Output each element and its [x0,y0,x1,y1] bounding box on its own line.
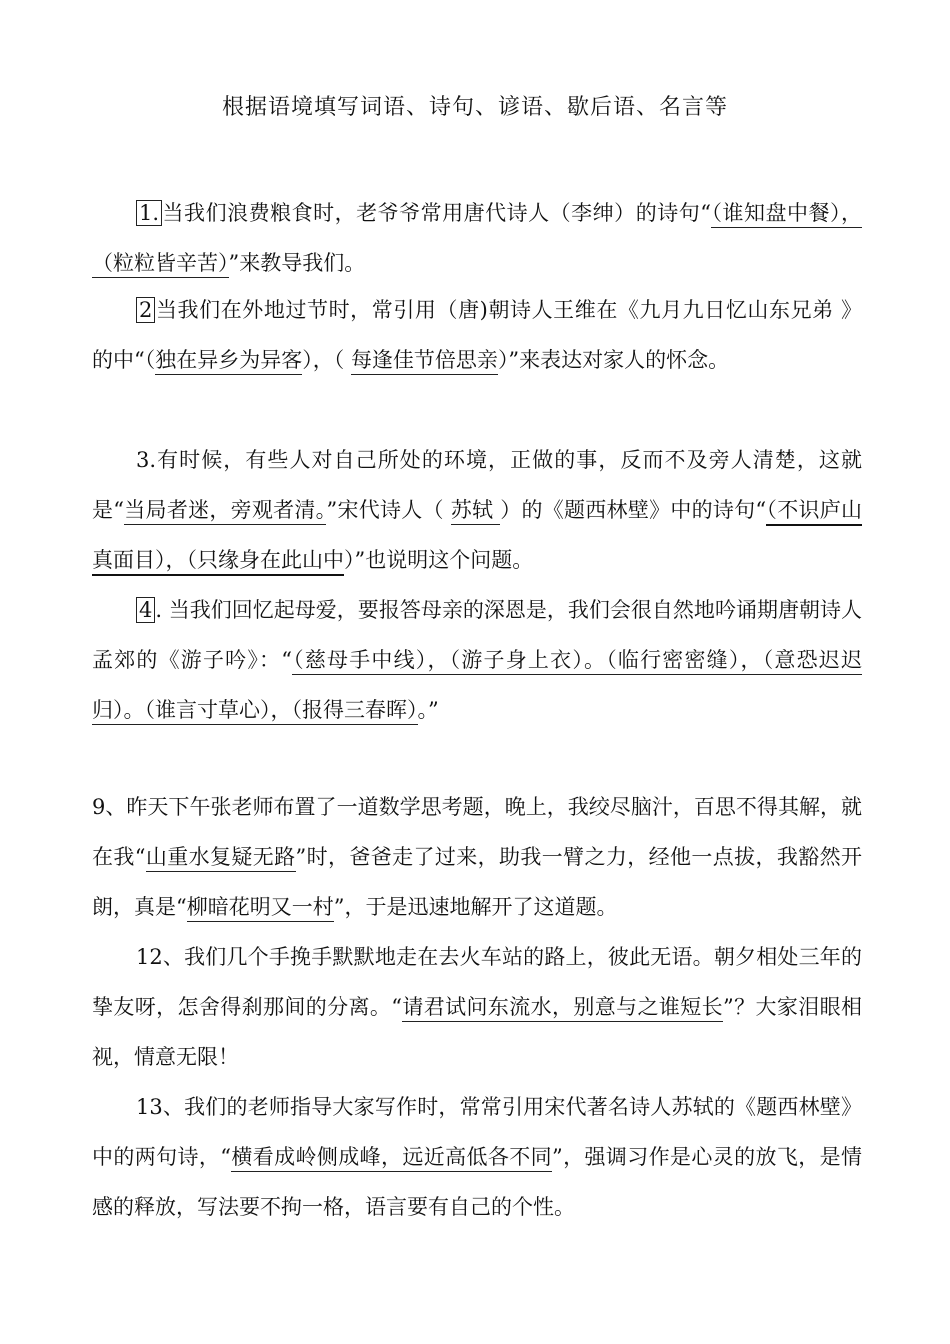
question-12: 12、我们几个手挽手默默地走在去火车站的路上，彼此无语。朝夕相处三年的挚友呀，怎舍得刹那间的分离。“请君试问东流水，别意与之谁短长”？大家泪眼相视，情意无限！ [92,945,862,1069]
question-number-box: 4 [136,597,155,623]
question-number-box: 2 [136,297,155,323]
answer-blank: 苏轼 [451,498,500,525]
answer-blank: 当局者迷，旁观者清。 [124,498,326,525]
answer-blank: （慈母手中线），（游子身上衣）。（临行密密缝），（意恐迟迟归）。（谁言寸草心），（报得三春晖） [92,648,862,725]
question-2: 2 当我们在外地过节时，常引用（唐)朝诗人王维在《九月九日忆山东兄弟 》的中“（独在异乡为异客），（ 每逢佳节倍思亲）”来表达对家人的怀念。 [92,285,862,385]
question-number-box: 1. [136,200,162,226]
question-9: 9、昨天下午张老师布置了一道数学思考题，晚上，我绞尽脑汁，百思不得其解，就在我“山重水复疑无路”时，爸爸走了过来，助我一臂之力，经他一点拔，我豁然开朗，真是“柳暗花明又一村”，于是迅速地解开了这道题。 [92,782,862,932]
answer-blank: 请君试问东流水，别意与之谁短长 [402,995,723,1022]
answer-blank: （不识庐山真面目），（只缘身在此山中 [92,498,862,576]
question-13: 13、我们的老师指导大家写作时，常常引用宋代著名诗人苏轼的《题西林壁》中的两句诗，“横看成岭侧成峰，远近高低各不同”，强调习作是心灵的放飞，是情感的释放，写法要不拘一格，语言要有自己的个性。 [92,1095,862,1219]
answer-blank: 横看成岭侧成峰，远近高低各不同 [231,1145,552,1172]
page-title: 根据语境填写词语、诗句、谚语、歇后语、名言等 [221,95,728,120]
answer-blank: 柳暗花明又一村 [187,895,334,922]
answer-blank: （谁知盘中餐），（粒粒皆辛苦） [92,201,862,278]
answer-blank: 每逢佳节倍思亲 [351,348,498,375]
question-3: 3.有时候，有些人对自己所处的环境，正做的事，反而不及旁人清楚，这就是“当局者迷，旁观者清。”宋代诗人（ 苏轼 ）的《题西林壁》中的诗句“（不识庐山真面目），（只缘身在此山中）”也说明这个问题。 [92,435,862,585]
answer-blank: 山重水复疑无路 [146,845,296,872]
question-1: 1. 当我们浪费粮食时，老爷爷常用唐代诗人（李绅）的诗句“（谁知盘中餐），（粒粒皆辛苦）”来教导我们。 [92,188,862,288]
question-4: 4 . 当我们回忆起母爱，要报答母亲的深恩是，我们会很自然地吟诵期唐朝诗人孟郊的《游子吟》：“（慈母手中线），（游子身上衣）。（临行密密缝），（意恐迟迟归）。（谁言寸草心），（报得三春晖）。” [92,585,862,735]
answer-blank: 独在异乡为异客 [155,348,302,375]
